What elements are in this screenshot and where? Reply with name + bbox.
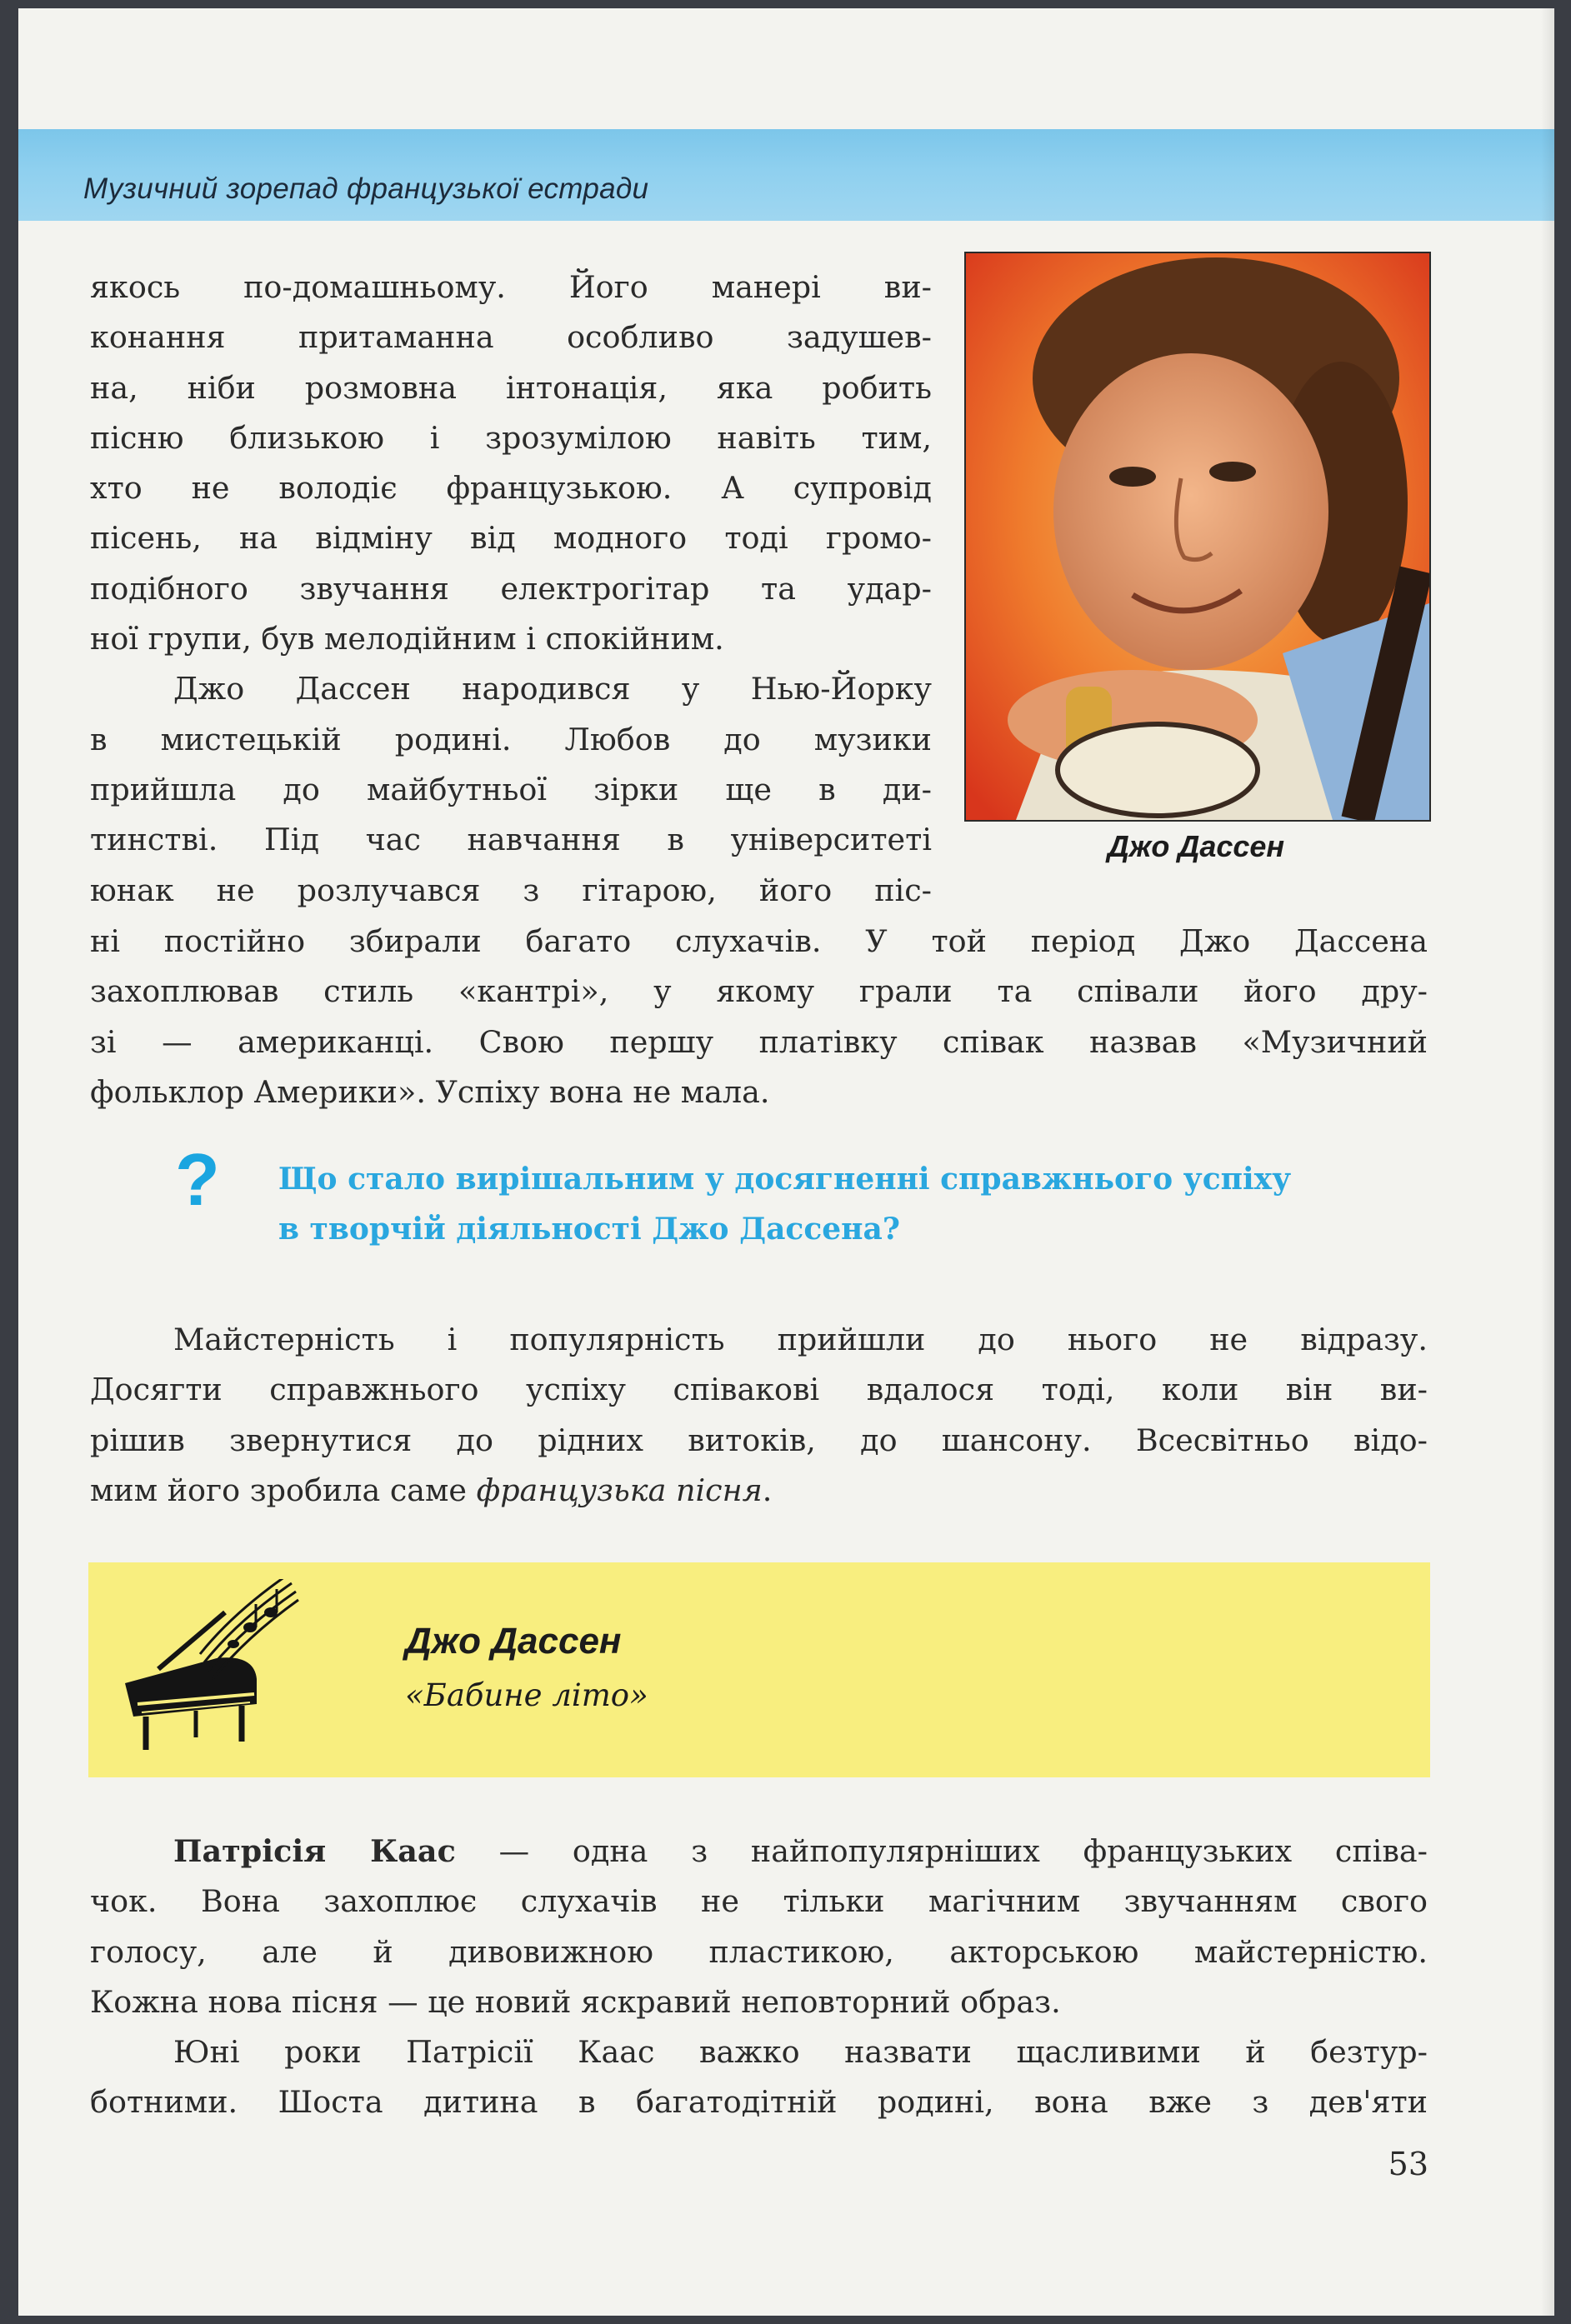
- text-run: — одна з найпопулярніших французьких співа-: [455, 1833, 1428, 1869]
- text-line: якось по-домашньому. Його манері ви-: [90, 269, 932, 305]
- text-line: чок. Вона захоплює слухачів не тільки магічним звучанням свого: [90, 1883, 1428, 1920]
- text-line: фольклор Америки». Успіху вона не мала.: [90, 1073, 770, 1110]
- song-author: Джо Дассен: [405, 1621, 622, 1662]
- text-line: подібного звучання електрогітар та удар-: [90, 570, 932, 607]
- piano-with-notes-icon: [108, 1579, 300, 1754]
- text-line: Юні роки Патрісії Каас важко назвати щасливими й безтур-: [173, 2034, 1428, 2071]
- text-column-narrow: [90, 262, 932, 916]
- paragraph-mastery: [90, 1315, 1428, 1516]
- text-line: [90, 1466, 1428, 1516]
- text-line: захоплював стиль «кантрі», у якому грали та співали його дру-: [90, 973, 1428, 1010]
- text-column-wide: [90, 917, 1428, 1117]
- text-line: пісень, на відміну від модного тоді громо-: [90, 520, 932, 557]
- page-edge-shadow: [1541, 8, 1554, 2316]
- portrait-illustration: [966, 253, 1429, 820]
- question-icon: ?: [175, 1138, 220, 1221]
- question-line: Що стало вирішальним у досягненні справжнього успіху: [278, 1162, 1292, 1197]
- text-line: на, ніби розмовна інтонація, яка робить: [90, 369, 932, 406]
- text-line: хто не володіє французькою. А супровід: [90, 470, 932, 507]
- page-number: 53: [1388, 2146, 1428, 2182]
- paragraph-patricia-kaas: [90, 1827, 1428, 2128]
- text-run: .: [762, 1472, 773, 1508]
- text-line: ні постійно збирали багато слухачів. У той період Джо Дассена: [90, 923, 1428, 959]
- listening-box: [88, 1562, 1430, 1777]
- text-line: Джо Дассен народився у Нью-Йорку: [173, 671, 932, 707]
- text-line: конання притаманна особливо задушев-: [90, 319, 932, 356]
- text-line: [90, 1827, 1428, 1877]
- text-line: юнак не розлучався з гітарою, його піс-: [90, 872, 932, 908]
- text-line: Кожна нова пісня — це новий яскравий неповторний образ.: [90, 1983, 1061, 2020]
- photo-caption: Джо Дассен: [1107, 829, 1285, 863]
- text-line: в мистецькій родині. Любов до музики: [90, 721, 932, 757]
- textbook-page: [18, 8, 1554, 2316]
- text-line: зі — американці. Свою першу платівку співак назвав «Музичний: [90, 1023, 1428, 1060]
- question-line: в творчій діяльності Джо Дассена?: [278, 1212, 900, 1247]
- emphasized-term: французька пісня: [476, 1472, 763, 1508]
- running-head: Музичний зорепад французької естради: [83, 172, 649, 205]
- song-title: «Бабине літо»: [405, 1677, 648, 1713]
- header-band: [18, 129, 1554, 221]
- text-line: Майстерність і популярність прийшли до нього не відразу.: [173, 1322, 1428, 1357]
- text-line: голосу, але й дивовижною пластикою, акторською майстерністю.: [90, 1933, 1428, 1970]
- text-line: рішив звернутися до рідних витоків, до шансону. Всесвітньо відо-: [90, 1422, 1428, 1458]
- question-text: [278, 1154, 1428, 1254]
- text-line: пісню близькою і зрозумілою навіть тим,: [90, 419, 932, 456]
- text-run: мим його зробила саме: [90, 1472, 477, 1508]
- text-line: тинстві. Під час навчання в університеті: [90, 822, 932, 858]
- bold-name: Патрісія Каас: [173, 1833, 456, 1869]
- text-line: прийшла до майбутньої зірки ще в ди-: [90, 771, 932, 807]
- text-line: ної групи, був мелодійним і спокійним.: [90, 621, 724, 657]
- text-line: ботними. Шоста дитина в багатодітній родині, вона вже з дев'яти: [90, 2084, 1428, 2121]
- text-line: Досягти справжнього успіху співакові вдалося тоді, коли він ви-: [90, 1372, 1428, 1408]
- portrait-photo: [964, 252, 1431, 822]
